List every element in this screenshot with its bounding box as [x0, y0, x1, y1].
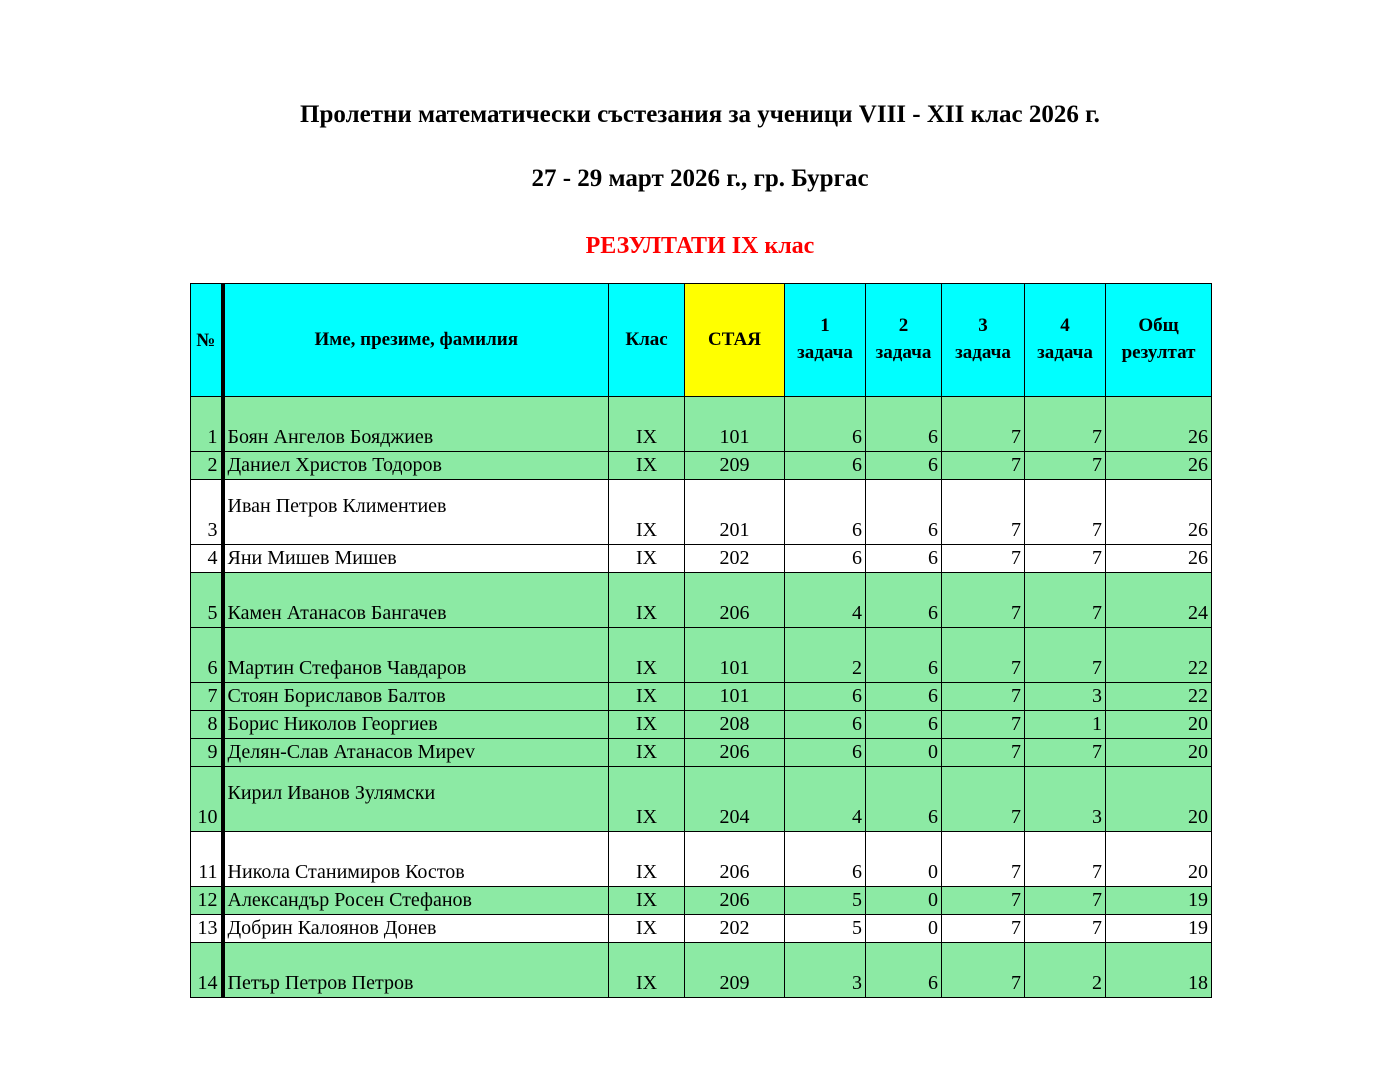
header-total [1106, 284, 1212, 397]
cell-task-1: 6 [785, 397, 866, 452]
cell-room: 101 [685, 683, 785, 711]
cell-task-4: 2 [1025, 943, 1106, 998]
cell-task-2: 6 [866, 943, 942, 998]
header-total-line1: Общ [1138, 315, 1179, 336]
cell-task-1: 6 [785, 739, 866, 767]
table-row [191, 767, 1212, 832]
event-date-location: 27 - 29 март 2026 г., гр. Бургас [531, 165, 869, 192]
cell-room: 202 [685, 915, 785, 943]
cell-total: 19 [1106, 915, 1212, 943]
table-row [191, 711, 1212, 739]
table-row [191, 573, 1212, 628]
header-total-line2: резултат [1121, 342, 1196, 363]
cell-number: 14 [191, 943, 223, 998]
cell-task-4: 7 [1025, 480, 1106, 545]
cell-name: Добрин Калоянов Донев [223, 915, 609, 943]
cell-room: 101 [685, 397, 785, 452]
header-task-1-number: 1 [820, 315, 830, 336]
cell-task-3: 7 [942, 767, 1025, 832]
cell-task-4: 7 [1025, 452, 1106, 480]
header-task-2-label: задача [875, 342, 932, 363]
cell-task-2: 6 [866, 452, 942, 480]
cell-number: 1 [191, 397, 223, 452]
cell-task-2: 0 [866, 832, 942, 887]
table-header-row [191, 284, 1212, 397]
cell-task-4: 3 [1025, 683, 1106, 711]
cell-room: 206 [685, 739, 785, 767]
page-title: Пролетни математически състезания за ученици VIII - XII клас 2026 г. [300, 101, 1100, 128]
cell-room: 208 [685, 711, 785, 739]
header-task-3-number: 3 [978, 315, 988, 336]
header-number: № [191, 284, 223, 397]
cell-number: 10 [191, 767, 223, 832]
cell-task-1: 5 [785, 915, 866, 943]
cell-class: IX [609, 943, 685, 998]
cell-class: IX [609, 628, 685, 683]
cell-room: 204 [685, 767, 785, 832]
cell-number: 3 [191, 480, 223, 545]
cell-number: 6 [191, 628, 223, 683]
cell-name: Яни Мишев Мишев [223, 545, 609, 573]
cell-task-3: 7 [942, 397, 1025, 452]
cell-task-4: 7 [1025, 832, 1106, 887]
cell-name: Борис Николов Георгиев [223, 711, 609, 739]
cell-total: 18 [1106, 943, 1212, 998]
table-row [191, 628, 1212, 683]
cell-room: 201 [685, 480, 785, 545]
cell-number: 4 [191, 545, 223, 573]
cell-task-2: 6 [866, 480, 942, 545]
cell-number: 13 [191, 915, 223, 943]
cell-number: 12 [191, 887, 223, 915]
cell-class: IX [609, 452, 685, 480]
cell-task-2: 0 [866, 887, 942, 915]
cell-task-2: 6 [866, 683, 942, 711]
header-task-2-number: 2 [898, 315, 909, 336]
cell-task-4: 7 [1025, 397, 1106, 452]
cell-task-1: 6 [785, 832, 866, 887]
cell-task-4: 7 [1025, 545, 1106, 573]
cell-total: 24 [1106, 573, 1212, 628]
table-row [191, 943, 1212, 998]
cell-task-2: 6 [866, 573, 942, 628]
cell-task-2: 6 [866, 767, 942, 832]
table-row [191, 887, 1212, 915]
cell-task-3: 7 [942, 887, 1025, 915]
cell-class: IX [609, 767, 685, 832]
cell-name: Иван Петров Климентиев [223, 480, 609, 545]
cell-task-3: 7 [942, 943, 1025, 998]
cell-task-3: 7 [942, 452, 1025, 480]
table-row [191, 739, 1212, 767]
cell-task-1: 3 [785, 943, 866, 998]
cell-task-1: 6 [785, 683, 866, 711]
header-task-2 [866, 284, 942, 397]
header-class: Клас [609, 284, 685, 397]
cell-class: IX [609, 480, 685, 545]
cell-task-3: 7 [942, 545, 1025, 573]
table-row [191, 545, 1212, 573]
cell-number: 7 [191, 683, 223, 711]
cell-task-1: 6 [785, 480, 866, 545]
cell-task-4: 7 [1025, 573, 1106, 628]
table-row [191, 915, 1212, 943]
cell-class: IX [609, 915, 685, 943]
cell-total: 20 [1106, 767, 1212, 832]
cell-name: Петър Петров Петров [223, 943, 609, 998]
table-row [191, 832, 1212, 887]
cell-name: Кирил Иванов Зулямски [223, 767, 609, 832]
cell-class: IX [609, 573, 685, 628]
header-name: Име, презиме, фамилия [223, 284, 609, 397]
results-heading: РЕЗУЛТАТИ IX клас [585, 233, 815, 259]
cell-task-1: 6 [785, 545, 866, 573]
cell-name: Стоян Бориславов Балтов [223, 683, 609, 711]
cell-total: 22 [1106, 683, 1212, 711]
cell-room: 202 [685, 545, 785, 573]
cell-number: 5 [191, 573, 223, 628]
cell-task-3: 7 [942, 683, 1025, 711]
header-task-3-label: задача [955, 342, 1011, 363]
cell-number: 9 [191, 739, 223, 767]
table-row [191, 397, 1212, 452]
cell-name: Никола Станимиров Костов [223, 832, 609, 887]
cell-number: 2 [191, 452, 223, 480]
cell-task-3: 7 [942, 915, 1025, 943]
cell-task-4: 7 [1025, 628, 1106, 683]
cell-name: Камен Атанасов Бангачев [223, 573, 609, 628]
cell-class: IX [609, 832, 685, 887]
cell-name: Мартин Стефанов Чавдаров [223, 628, 609, 683]
cell-total: 26 [1106, 545, 1212, 573]
header-task-1 [785, 284, 866, 397]
cell-task-3: 7 [942, 832, 1025, 887]
cell-task-2: 0 [866, 739, 942, 767]
cell-room: 209 [685, 943, 785, 998]
cell-class: IX [609, 397, 685, 452]
cell-task-4: 3 [1025, 767, 1106, 832]
cell-task-4: 7 [1025, 739, 1106, 767]
cell-room: 206 [685, 832, 785, 887]
table-row [191, 480, 1212, 545]
cell-number: 11 [191, 832, 223, 887]
cell-name: Даниел Христов Тодоров [223, 452, 609, 480]
cell-task-1: 6 [785, 711, 866, 739]
cell-total: 26 [1106, 480, 1212, 545]
header-task-1-label: задача [797, 342, 853, 363]
header-room: СТАЯ [685, 284, 785, 397]
cell-total: 19 [1106, 887, 1212, 915]
table-row [191, 452, 1212, 480]
table-row [191, 683, 1212, 711]
cell-class: IX [609, 739, 685, 767]
cell-total: 22 [1106, 628, 1212, 683]
cell-class: IX [609, 683, 685, 711]
cell-task-1: 5 [785, 887, 866, 915]
cell-number: 8 [191, 711, 223, 739]
cell-class: IX [609, 545, 685, 573]
cell-task-1: 6 [785, 452, 866, 480]
header-task-4-label: задача [1037, 342, 1093, 363]
results-table [190, 283, 1212, 998]
cell-total: 26 [1106, 397, 1212, 452]
cell-task-1: 2 [785, 628, 866, 683]
cell-task-1: 4 [785, 573, 866, 628]
header-task-3 [942, 284, 1025, 397]
header-task-4 [1025, 284, 1106, 397]
header-task-4-number: 4 [1060, 315, 1070, 336]
cell-task-3: 7 [942, 628, 1025, 683]
cell-total: 20 [1106, 711, 1212, 739]
cell-task-3: 7 [942, 573, 1025, 628]
cell-class: IX [609, 887, 685, 915]
cell-task-2: 6 [866, 711, 942, 739]
cell-task-2: 6 [866, 397, 942, 452]
cell-total: 26 [1106, 452, 1212, 480]
cell-class: IX [609, 711, 685, 739]
cell-task-3: 7 [942, 480, 1025, 545]
cell-task-4: 7 [1025, 887, 1106, 915]
cell-room: 101 [685, 628, 785, 683]
cell-name: Боян Ангелов Бояджиев [223, 397, 609, 452]
cell-room: 206 [685, 573, 785, 628]
cell-task-2: 0 [866, 915, 942, 943]
cell-task-2: 6 [866, 628, 942, 683]
cell-name: Делян-Слав Атанасов Миреv [223, 739, 609, 767]
cell-task-3: 7 [942, 739, 1025, 767]
cell-task-4: 1 [1025, 711, 1106, 739]
cell-room: 209 [685, 452, 785, 480]
cell-total: 20 [1106, 832, 1212, 887]
cell-task-2: 6 [866, 545, 942, 573]
cell-task-4: 7 [1025, 915, 1106, 943]
cell-task-3: 7 [942, 711, 1025, 739]
cell-name: Александър Росен Стефанов [223, 887, 609, 915]
cell-room: 206 [685, 887, 785, 915]
cell-task-1: 4 [785, 767, 866, 832]
cell-total: 20 [1106, 739, 1212, 767]
